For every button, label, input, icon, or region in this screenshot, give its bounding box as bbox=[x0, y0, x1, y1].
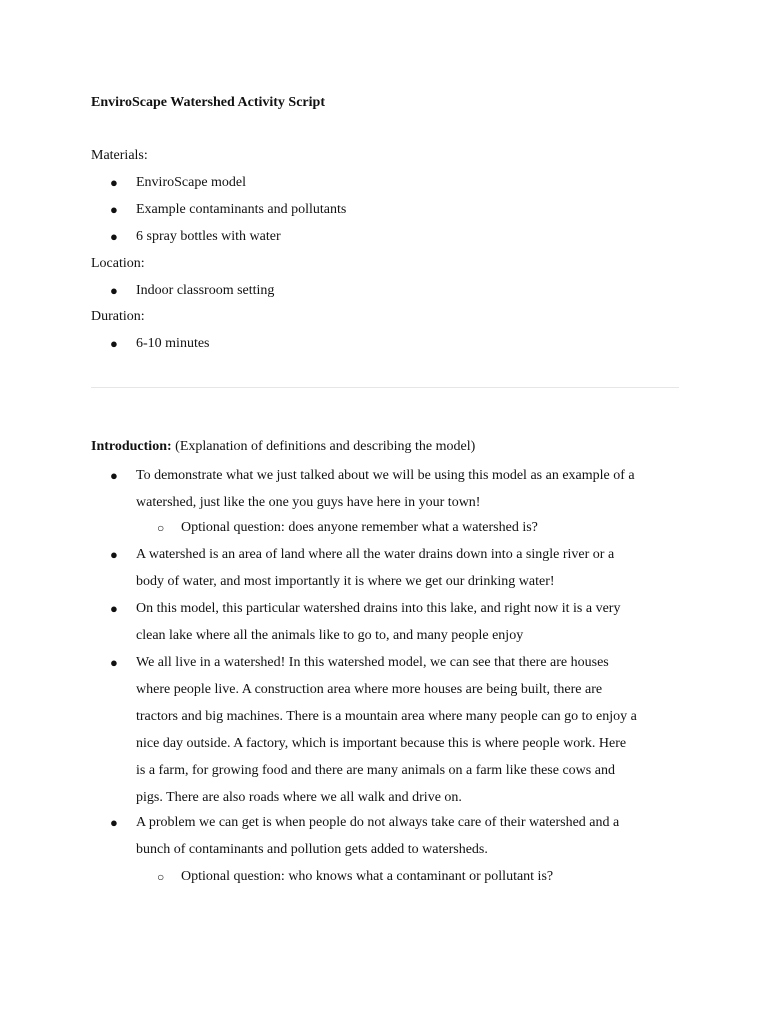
paragraph-line: tractors and big machines. There is a mountain area where many people can go to enjoy a bbox=[136, 709, 637, 724]
list-item-text: 6 spray bottles with water bbox=[136, 229, 281, 244]
bullet-icon: ● bbox=[110, 202, 118, 217]
paragraph-line: nice day outside. A factory, which is important because this is where people work. Here bbox=[136, 736, 627, 751]
paragraph-line: clean lake where all the animals like to go to, and many people enjoy bbox=[136, 628, 524, 643]
bullet-icon: ● bbox=[110, 175, 118, 190]
location-label: Location: bbox=[91, 256, 145, 271]
paragraph-text bbox=[136, 649, 686, 811]
bullet-icon: ● bbox=[110, 468, 118, 483]
paragraph-line: watershed, just like the one you guys have here in your town! bbox=[136, 495, 481, 510]
materials-label: Materials: bbox=[91, 148, 148, 163]
paragraph-text bbox=[136, 595, 686, 649]
paragraph-line: To demonstrate what we just talked about we will be using this model as an example of a bbox=[136, 468, 635, 483]
paragraph-line: We all live in a watershed! In this watershed model, we can see that there are houses bbox=[136, 655, 609, 670]
paragraph-text bbox=[136, 541, 686, 595]
bullet-icon: ● bbox=[110, 336, 118, 351]
bullet-icon: ● bbox=[110, 815, 118, 830]
introduction-heading-line bbox=[91, 437, 475, 457]
list-item-text: Indoor classroom setting bbox=[136, 283, 275, 298]
list-item-text: 6-10 minutes bbox=[136, 336, 210, 351]
paragraph-line: pigs. There are also roads where we all walk and drive on. bbox=[136, 790, 462, 805]
duration-label: Duration: bbox=[91, 309, 145, 324]
paragraph-line: bunch of contaminants and pollution gets added to watersheds. bbox=[136, 842, 488, 857]
document-title: EnviroScape Watershed Activity Script bbox=[91, 95, 325, 110]
hollow-bullet-icon: ○ bbox=[157, 521, 165, 535]
paragraph-text bbox=[136, 462, 686, 516]
hollow-bullet-icon: ○ bbox=[157, 870, 165, 884]
paragraph-line: body of water, and most importantly it is where we get our drinking water! bbox=[136, 574, 555, 589]
list-item-text: Example contaminants and pollutants bbox=[136, 202, 347, 217]
section-divider bbox=[91, 387, 679, 388]
bullet-icon: ● bbox=[110, 655, 118, 670]
sub-list-item-text: Optional question: does anyone remember what a watershed is? bbox=[181, 520, 538, 535]
list-item-text: EnviroScape model bbox=[136, 175, 247, 190]
paragraph-line: A problem we can get is when people do not always take care of their watershed and a bbox=[136, 815, 620, 830]
introduction-heading: Introduction: bbox=[91, 439, 172, 454]
bullet-icon: ● bbox=[110, 547, 118, 562]
introduction-subheading: (Explanation of definitions and describing the model) bbox=[175, 439, 476, 454]
paragraph-line: A watershed is an area of land where all the water drains down into a single river or a bbox=[136, 547, 615, 562]
bullet-icon: ● bbox=[110, 229, 118, 244]
sub-list-item-text: Optional question: who knows what a contaminant or pollutant is? bbox=[181, 869, 554, 884]
bullet-icon: ● bbox=[110, 601, 118, 616]
paragraph-line: is a farm, for growing food and there are many animals on a farm like these cows and bbox=[136, 763, 615, 778]
paragraph-line: where people live. A construction area where more houses are being built, there are bbox=[136, 682, 603, 697]
paragraph-line: On this model, this particular watershed drains into this lake, and right now it is a very bbox=[136, 601, 621, 616]
paragraph-text bbox=[136, 809, 686, 863]
bullet-icon: ● bbox=[110, 283, 118, 298]
